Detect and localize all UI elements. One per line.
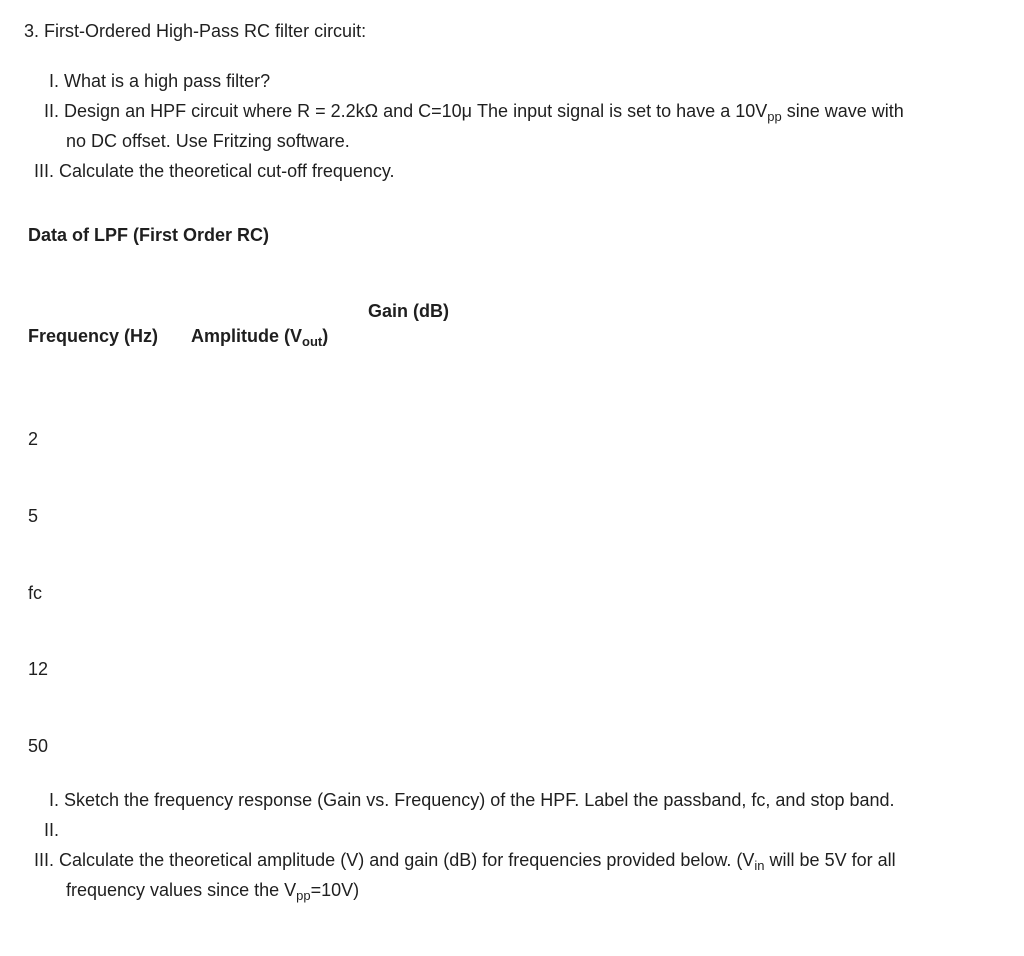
table-row: 5 [28, 506, 39, 526]
task-2 [44, 819, 59, 841]
table-row: 50 [28, 736, 49, 756]
table-row: 2 [28, 429, 39, 449]
table-row: 12 [28, 659, 49, 679]
section-heading: 3. First-Ordered High-Pass RC filter circuit: [24, 21, 367, 41]
task-number: I. [49, 790, 60, 810]
task-text-tail: will be 5V for all [764, 850, 896, 870]
table-row: fc [28, 583, 43, 603]
question-text: Design an HPF circuit where R = 2.2kΩ and C=10μ The input signal is set to have a 10V [64, 101, 768, 121]
question-text-tail: sine wave with [781, 101, 904, 121]
question-number: I. [49, 71, 60, 91]
task-text-cont-tail: =10V) [310, 880, 360, 900]
subscript-in: in [754, 858, 765, 873]
amplitude-label-close: ) [322, 326, 329, 346]
question-3 [34, 160, 395, 182]
question-text: Calculate the theoretical cut-off frequency. [59, 161, 395, 181]
task-number: II. [44, 820, 60, 840]
task-text-cont: frequency values since the V [66, 880, 297, 900]
table-title: Data of LPF (First Order RC) [28, 225, 270, 245]
task-1 [49, 789, 895, 811]
subscript-out: out [302, 334, 323, 349]
subscript-pp: pp [296, 888, 311, 903]
question-number: II. [44, 101, 60, 121]
question-number: III. [34, 161, 55, 181]
question-1 [49, 70, 270, 92]
task-3 [34, 849, 896, 871]
column-header-amplitude [191, 325, 328, 347]
column-header-gain: Gain (dB) [368, 301, 449, 321]
task-text: Calculate the theoretical amplitude (V) and gain (dB) for frequencies provided below. (V [59, 850, 755, 870]
question-2-continuation: no DC offset. Use Fritzing software. [66, 131, 350, 151]
question-2 [44, 100, 904, 122]
task-text: Sketch the frequency response (Gain vs. Frequency) of the HPF. Label the passband, fc, and stop band. [64, 790, 895, 810]
task-3-continuation [66, 879, 359, 901]
task-number: III. [34, 850, 55, 870]
subscript-pp: pp [767, 109, 782, 124]
column-header-frequency: Frequency (Hz) [28, 326, 159, 346]
question-text: What is a high pass filter? [64, 71, 271, 91]
amplitude-label: Amplitude (V [191, 326, 302, 346]
